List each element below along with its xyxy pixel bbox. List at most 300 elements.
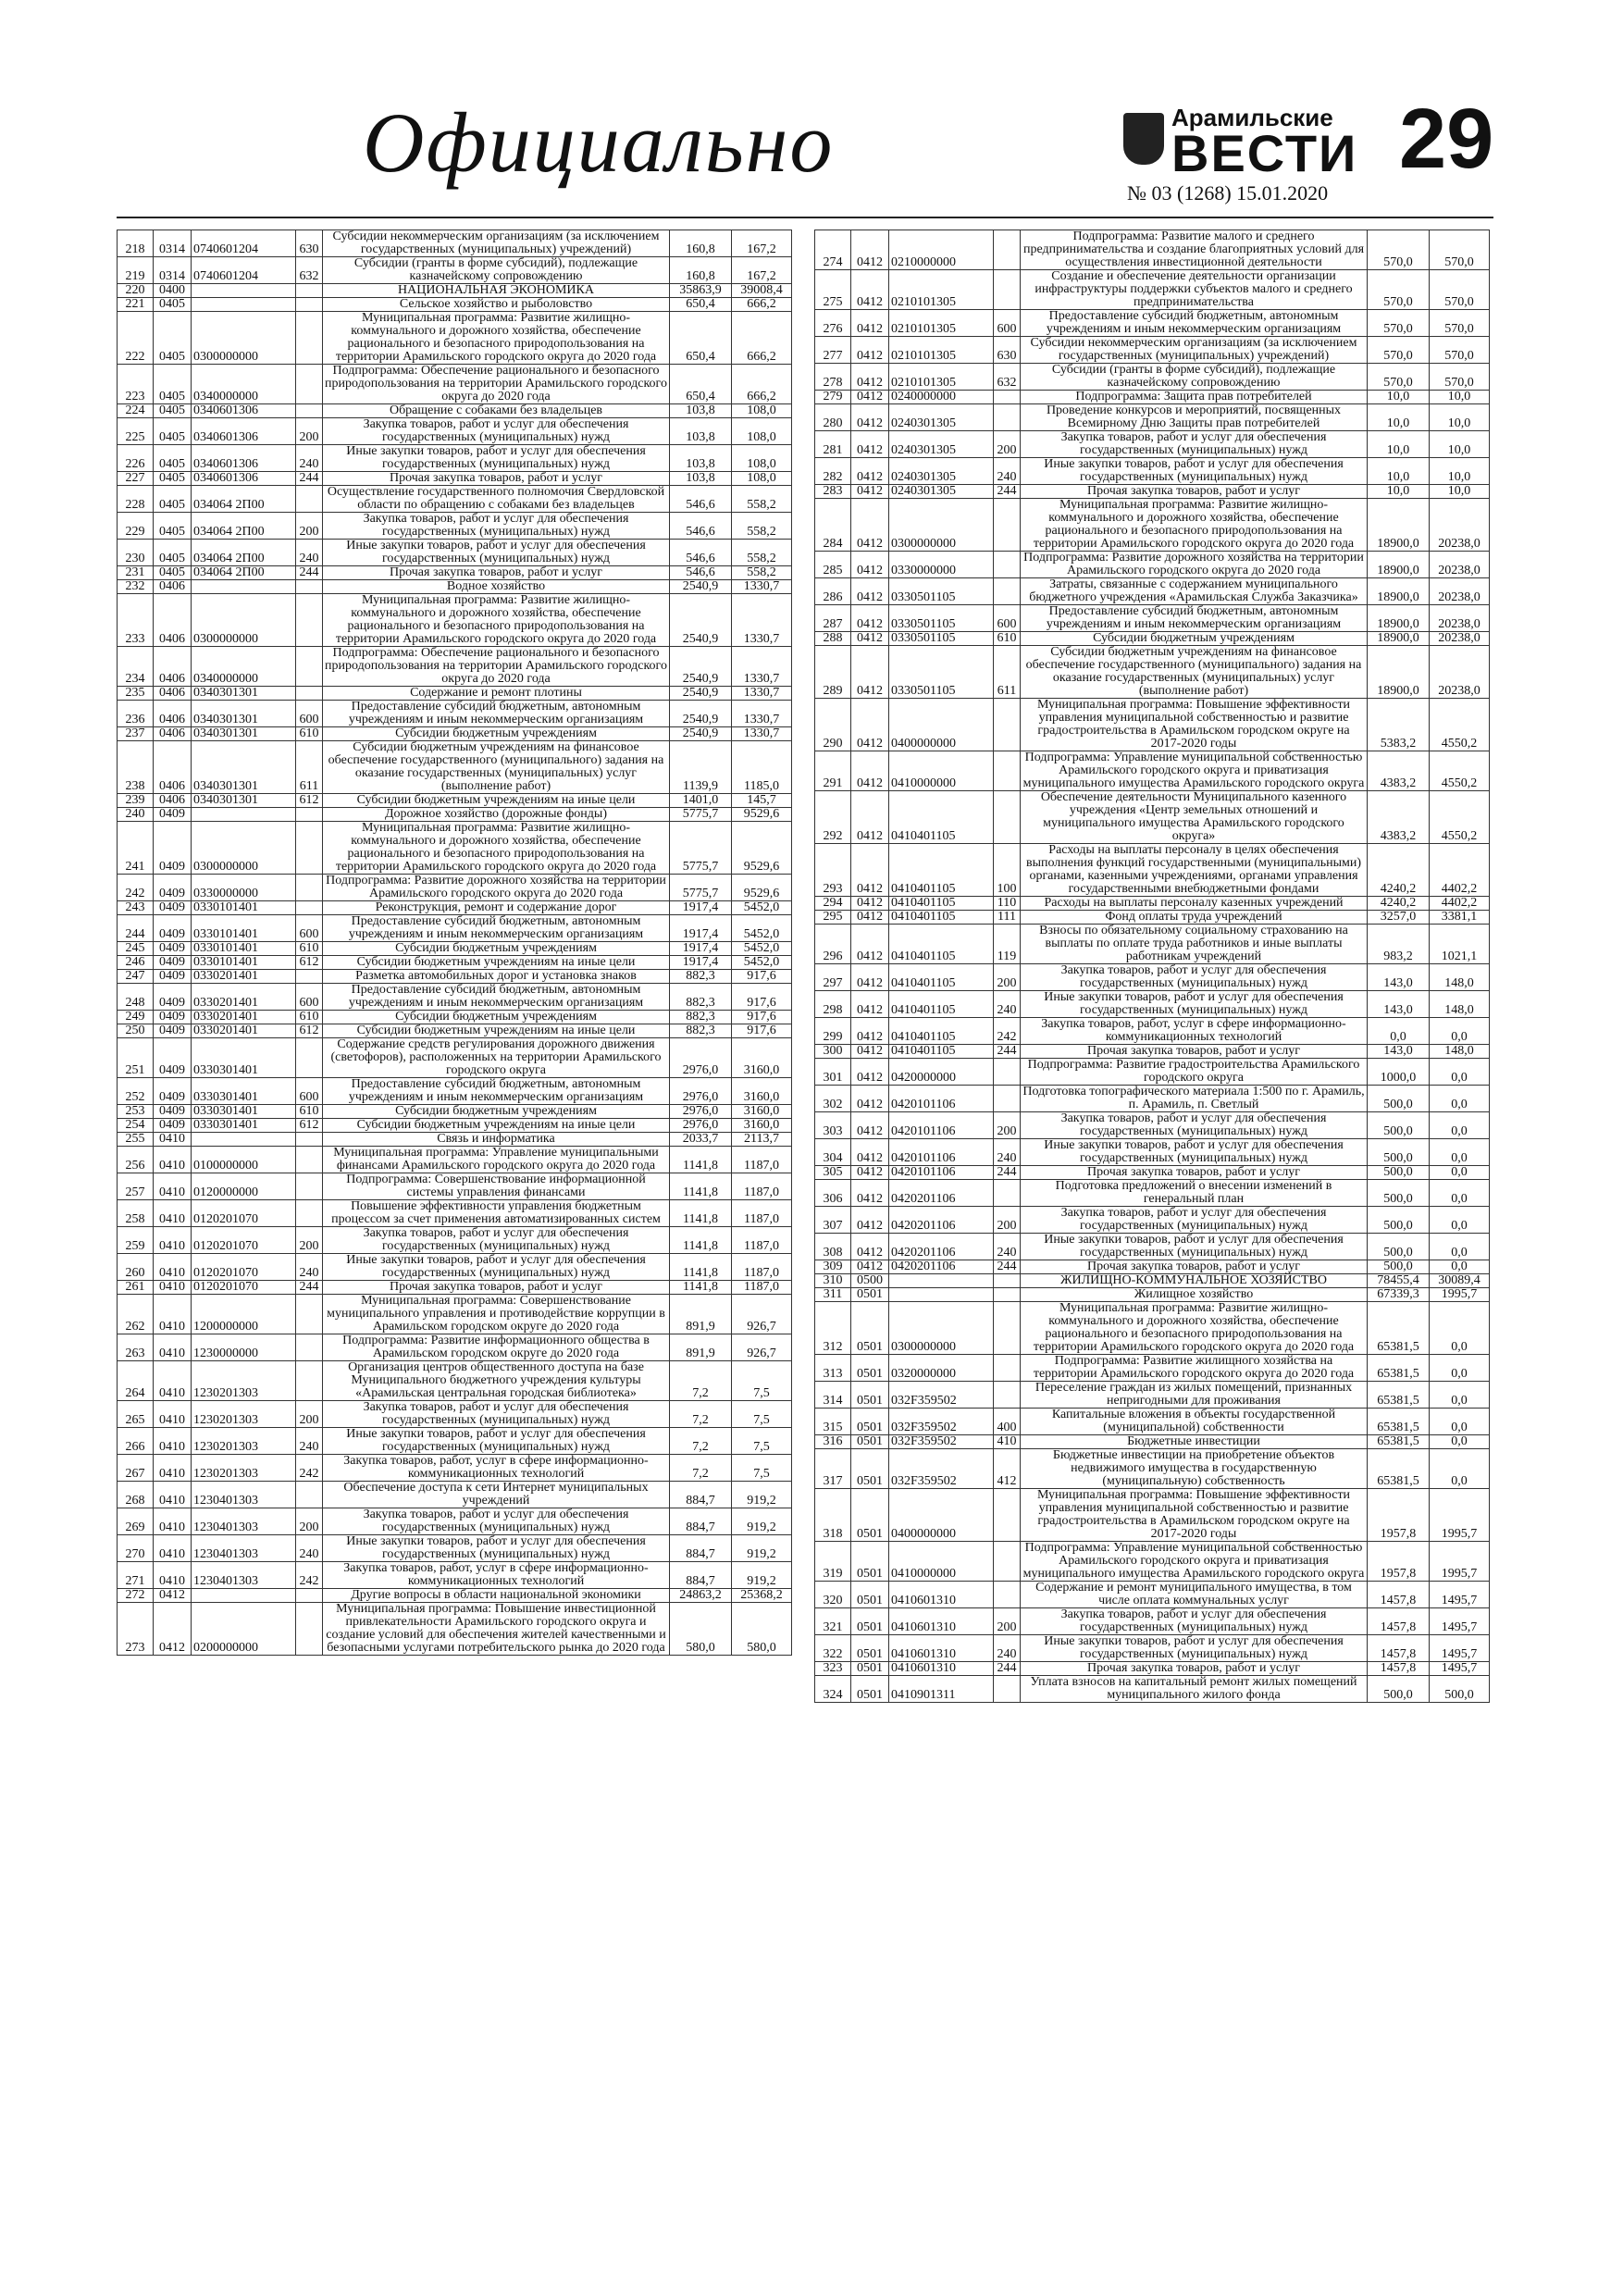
amount-2021: 500,0 bbox=[1368, 1112, 1430, 1139]
expense-type: 111 bbox=[994, 911, 1021, 925]
section-code: 0405 bbox=[154, 312, 192, 365]
row-description: Иные закупки товаров, работ и услуг для обеспечения государственных (муниципальных) нужд bbox=[1021, 458, 1368, 485]
expense-type: 200 bbox=[296, 513, 323, 540]
amount-2022: 0,0 bbox=[1430, 1139, 1490, 1166]
target-code: 1230201303 bbox=[192, 1428, 296, 1455]
row-number: 233 bbox=[118, 594, 154, 647]
row-description: Прочая закупка товаров, работ и услуг bbox=[1021, 1260, 1368, 1274]
table-row bbox=[118, 1295, 792, 1334]
section-code: 0410 bbox=[154, 1482, 192, 1508]
section-code: 0412 bbox=[851, 991, 889, 1018]
row-description: Содержание и ремонт плотины bbox=[323, 687, 670, 701]
target-code: 032F359502 bbox=[889, 1449, 994, 1489]
target-code: 0410601310 bbox=[889, 1662, 994, 1676]
section-code: 0412 bbox=[851, 1018, 889, 1045]
row-description: Другие вопросы в области национальной экономики bbox=[323, 1589, 670, 1603]
target-code: 0210000000 bbox=[889, 230, 994, 270]
amount-2022: 0,0 bbox=[1430, 1449, 1490, 1489]
amount-2022: 7,5 bbox=[732, 1455, 792, 1482]
row-number: 276 bbox=[815, 310, 851, 337]
amount-2022: 1187,0 bbox=[732, 1200, 792, 1227]
target-code: 0330301401 bbox=[192, 1119, 296, 1133]
row-number: 236 bbox=[118, 701, 154, 727]
amount-2021: 1141,8 bbox=[670, 1254, 732, 1281]
table-row bbox=[815, 1045, 1490, 1059]
target-code: 0330000000 bbox=[192, 875, 296, 901]
row-description: Подпрограмма: Обеспечение рационального и безопасного природопользования на территории Арамильского городского округа до 2020 года bbox=[323, 365, 670, 404]
amount-2021: 7,2 bbox=[670, 1455, 732, 1482]
amount-2021: 160,8 bbox=[670, 230, 732, 257]
amount-2022: 108,0 bbox=[732, 445, 792, 472]
row-number: 254 bbox=[118, 1119, 154, 1133]
expense-type: 400 bbox=[994, 1409, 1021, 1435]
amount-2022: 919,2 bbox=[732, 1535, 792, 1562]
row-description: Предоставление субсидий бюджетным, автономным учреждениям и иным некоммерческим организациям bbox=[323, 701, 670, 727]
amount-2022: 39008,4 bbox=[732, 284, 792, 298]
amount-2021: 1917,4 bbox=[670, 915, 732, 942]
amount-2021: 143,0 bbox=[1368, 991, 1430, 1018]
amount-2021: 884,7 bbox=[670, 1562, 732, 1589]
amount-2021: 65381,5 bbox=[1368, 1449, 1430, 1489]
target-code: 0400000000 bbox=[889, 1489, 994, 1542]
row-description: Обращение с собаками без владельцев bbox=[323, 404, 670, 418]
section-code: 0409 bbox=[154, 956, 192, 970]
right-column bbox=[814, 230, 1490, 1703]
amount-2022: 25368,2 bbox=[732, 1589, 792, 1603]
expense-type bbox=[994, 1542, 1021, 1582]
table-row bbox=[815, 1112, 1490, 1139]
table-row bbox=[118, 1011, 792, 1024]
expense-type: 600 bbox=[994, 605, 1021, 632]
amount-2021: 1917,4 bbox=[670, 901, 732, 915]
table-row bbox=[815, 364, 1490, 391]
table-row bbox=[815, 991, 1490, 1018]
target-code: 0410401105 bbox=[889, 925, 994, 964]
row-number: 259 bbox=[118, 1227, 154, 1254]
table-row bbox=[815, 911, 1490, 925]
expense-type: 612 bbox=[296, 794, 323, 808]
amount-2022: 30089,4 bbox=[1430, 1274, 1490, 1288]
row-number: 220 bbox=[118, 284, 154, 298]
expense-type: 242 bbox=[994, 1018, 1021, 1045]
amount-2021: 500,0 bbox=[1368, 1207, 1430, 1234]
section-code: 0406 bbox=[154, 701, 192, 727]
table-row bbox=[118, 1038, 792, 1078]
table-row bbox=[118, 1508, 792, 1535]
section-code: 0412 bbox=[154, 1589, 192, 1603]
expense-type: 240 bbox=[994, 458, 1021, 485]
row-number: 278 bbox=[815, 364, 851, 391]
row-number: 309 bbox=[815, 1260, 851, 1274]
row-number: 240 bbox=[118, 808, 154, 822]
amount-2021: 5775,7 bbox=[670, 875, 732, 901]
amount-2022: 1187,0 bbox=[732, 1254, 792, 1281]
table-row bbox=[118, 418, 792, 445]
amount-2022: 570,0 bbox=[1430, 270, 1490, 310]
expense-type: 610 bbox=[296, 727, 323, 741]
target-code: 0330501105 bbox=[889, 605, 994, 632]
row-description: Предоставление субсидий бюджетным, автономным учреждениям и иным некоммерческим организациям bbox=[323, 1078, 670, 1105]
section-code: 0410 bbox=[154, 1173, 192, 1200]
amount-2021: 103,8 bbox=[670, 404, 732, 418]
expense-type bbox=[296, 1482, 323, 1508]
expense-type: 611 bbox=[994, 646, 1021, 699]
amount-2022: 10,0 bbox=[1430, 404, 1490, 431]
amount-2021: 160,8 bbox=[670, 257, 732, 284]
amount-2022: 917,6 bbox=[732, 970, 792, 984]
amount-2022: 3160,0 bbox=[732, 1119, 792, 1133]
amount-2021: 1457,8 bbox=[1368, 1608, 1430, 1635]
amount-2021: 1457,8 bbox=[1368, 1635, 1430, 1662]
target-code: 0740601204 bbox=[192, 230, 296, 257]
section-code: 0412 bbox=[851, 404, 889, 431]
row-number: 282 bbox=[815, 458, 851, 485]
amount-2021: 67339,3 bbox=[1368, 1288, 1430, 1302]
section-code: 0409 bbox=[154, 970, 192, 984]
section-code: 0501 bbox=[851, 1676, 889, 1703]
table-row bbox=[118, 875, 792, 901]
row-description: Прочая закупка товаров, работ и услуг bbox=[1021, 485, 1368, 499]
expense-type bbox=[994, 270, 1021, 310]
amount-2022: 5452,0 bbox=[732, 915, 792, 942]
amount-2021: 103,8 bbox=[670, 445, 732, 472]
amount-2021: 78455,4 bbox=[1368, 1274, 1430, 1288]
row-number: 280 bbox=[815, 404, 851, 431]
row-number: 221 bbox=[118, 298, 154, 312]
row-description: Субсидии некоммерческим организациям (за исключением государственных (муниципальных) учреждений) bbox=[1021, 337, 1368, 364]
expense-type bbox=[994, 1059, 1021, 1086]
table-row bbox=[118, 1200, 792, 1227]
amount-2021: 7,2 bbox=[670, 1428, 732, 1455]
row-description: Иные закупки товаров, работ и услуг для обеспечения государственных (муниципальных) нужд bbox=[323, 540, 670, 566]
target-code: 0340000000 bbox=[192, 365, 296, 404]
row-number: 289 bbox=[815, 646, 851, 699]
amount-2021: 1000,0 bbox=[1368, 1059, 1430, 1086]
amount-2022: 500,0 bbox=[1430, 1676, 1490, 1703]
amount-2022: 1495,7 bbox=[1430, 1635, 1490, 1662]
row-description: Подпрограмма: Развитие дорожного хозяйства на территории Арамильского городского округа до 2020 года bbox=[323, 875, 670, 901]
row-description: Субсидии бюджетным учреждениям на иные цели bbox=[323, 1024, 670, 1038]
table-row bbox=[118, 1254, 792, 1281]
section-code: 0412 bbox=[851, 552, 889, 578]
amount-2021: 4383,2 bbox=[1368, 791, 1430, 844]
section-code: 0405 bbox=[154, 472, 192, 486]
row-number: 245 bbox=[118, 942, 154, 956]
row-number: 252 bbox=[118, 1078, 154, 1105]
row-number: 235 bbox=[118, 687, 154, 701]
row-description: Фонд оплаты труда учреждений bbox=[1021, 911, 1368, 925]
section-code: 0412 bbox=[851, 1207, 889, 1234]
section-code: 0405 bbox=[154, 445, 192, 472]
amount-2022: 5452,0 bbox=[732, 956, 792, 970]
target-code: 0410401105 bbox=[889, 844, 994, 897]
row-number: 318 bbox=[815, 1489, 851, 1542]
amount-2021: 103,8 bbox=[670, 472, 732, 486]
section-code: 0405 bbox=[154, 540, 192, 566]
amount-2022: 570,0 bbox=[1430, 337, 1490, 364]
row-number: 283 bbox=[815, 485, 851, 499]
amount-2022: 3160,0 bbox=[732, 1078, 792, 1105]
section-code: 0501 bbox=[851, 1435, 889, 1449]
section-code: 0405 bbox=[154, 404, 192, 418]
target-code: 0330501105 bbox=[889, 632, 994, 646]
table-row bbox=[815, 751, 1490, 791]
target-code: 0100000000 bbox=[192, 1147, 296, 1173]
expense-type: 242 bbox=[296, 1562, 323, 1589]
target-code: 0240000000 bbox=[889, 391, 994, 404]
section-code: 0412 bbox=[851, 578, 889, 605]
section-code: 0412 bbox=[851, 364, 889, 391]
expense-type bbox=[994, 1489, 1021, 1542]
amount-2022: 7,5 bbox=[732, 1428, 792, 1455]
target-code: 0330201401 bbox=[192, 970, 296, 984]
table-row bbox=[118, 1334, 792, 1361]
expense-type: 200 bbox=[994, 1608, 1021, 1635]
amount-2022: 0,0 bbox=[1430, 1018, 1490, 1045]
expense-type bbox=[994, 552, 1021, 578]
expense-type: 610 bbox=[994, 632, 1021, 646]
amount-2022: 666,2 bbox=[732, 365, 792, 404]
section-code: 0412 bbox=[851, 337, 889, 364]
amount-2022: 5452,0 bbox=[732, 901, 792, 915]
expense-type bbox=[994, 499, 1021, 552]
amount-2021: 500,0 bbox=[1368, 1086, 1430, 1112]
table-row bbox=[118, 472, 792, 486]
row-description: Прочая закупка товаров, работ и услуг bbox=[1021, 1166, 1368, 1180]
expense-type: 240 bbox=[296, 1535, 323, 1562]
expense-type bbox=[296, 1173, 323, 1200]
row-number: 246 bbox=[118, 956, 154, 970]
amount-2021: 2540,9 bbox=[670, 687, 732, 701]
amount-2021: 2540,9 bbox=[670, 580, 732, 594]
section-code: 0410 bbox=[154, 1133, 192, 1147]
expense-type: 600 bbox=[296, 915, 323, 942]
amount-2021: 570,0 bbox=[1368, 270, 1430, 310]
left-column bbox=[117, 230, 792, 1656]
amount-2022: 926,7 bbox=[732, 1295, 792, 1334]
row-description: Субсидии бюджетным учреждениям на финансовое обеспечение государственного (муниципального) задания на оказание государственных (муниципальных) услуг (выполнение работ) bbox=[323, 741, 670, 794]
row-description: Субсидии бюджетным учреждениям bbox=[323, 1105, 670, 1119]
expense-type: 610 bbox=[296, 942, 323, 956]
amount-2021: 891,9 bbox=[670, 1295, 732, 1334]
section-code: 0412 bbox=[851, 791, 889, 844]
target-code: 0420101106 bbox=[889, 1086, 994, 1112]
amount-2021: 2976,0 bbox=[670, 1078, 732, 1105]
table-row bbox=[815, 1676, 1490, 1703]
amount-2021: 570,0 bbox=[1368, 364, 1430, 391]
section-code: 0410 bbox=[154, 1200, 192, 1227]
row-description: Обеспечение деятельности Муниципального казенного учреждения «Центр земельных отношений и муниципального имущества Арамильского городского округа» bbox=[1021, 791, 1368, 844]
row-number: 324 bbox=[815, 1676, 851, 1703]
row-description: Подпрограмма: Развитие градостроительства Арамильского городского округа bbox=[1021, 1059, 1368, 1086]
table-row bbox=[118, 1401, 792, 1428]
expense-type bbox=[296, 1133, 323, 1147]
row-description: Иные закупки товаров, работ и услуг для обеспечения государственных (муниципальных) нужд bbox=[1021, 991, 1368, 1018]
table-row bbox=[815, 1302, 1490, 1355]
amount-2021: 1141,8 bbox=[670, 1200, 732, 1227]
expense-type: 244 bbox=[994, 1045, 1021, 1059]
row-description: Муниципальная программа: Развитие жилищно-коммунального и дорожного хозяйства, обеспечение рационального и безопасного природопользования на территории Арамильского городского округа до 2020 года bbox=[1021, 499, 1368, 552]
row-number: 295 bbox=[815, 911, 851, 925]
target-code: 0330201401 bbox=[192, 984, 296, 1011]
row-number: 297 bbox=[815, 964, 851, 991]
row-number: 285 bbox=[815, 552, 851, 578]
amount-2022: 917,6 bbox=[732, 1024, 792, 1038]
table-row bbox=[815, 646, 1490, 699]
section-code: 0412 bbox=[851, 1112, 889, 1139]
row-description: Бюджетные инвестиции bbox=[1021, 1435, 1368, 1449]
target-code: 0410401105 bbox=[889, 791, 994, 844]
row-number: 308 bbox=[815, 1234, 851, 1260]
row-description: Субсидии бюджетным учреждениям на иные цели bbox=[323, 956, 670, 970]
amount-2021: 5383,2 bbox=[1368, 699, 1430, 751]
target-code: 032F359502 bbox=[889, 1382, 994, 1409]
section-code: 0406 bbox=[154, 794, 192, 808]
section-code: 0314 bbox=[154, 257, 192, 284]
target-code: 1200000000 bbox=[192, 1295, 296, 1334]
section-code: 0412 bbox=[851, 1166, 889, 1180]
amount-2021: 882,3 bbox=[670, 1024, 732, 1038]
amount-2022: 1021,1 bbox=[1430, 925, 1490, 964]
row-description: Подпрограмма: Обеспечение рационального и безопасного природопользования на территории Арамильского городского округа до 2020 года bbox=[323, 647, 670, 687]
row-description: Водное хозяйство bbox=[323, 580, 670, 594]
amount-2022: 10,0 bbox=[1430, 485, 1490, 499]
row-number: 288 bbox=[815, 632, 851, 646]
table-row bbox=[118, 365, 792, 404]
amount-2022: 20238,0 bbox=[1430, 632, 1490, 646]
table-row bbox=[815, 1382, 1490, 1409]
row-number: 287 bbox=[815, 605, 851, 632]
row-number: 267 bbox=[118, 1455, 154, 1482]
section-code: 0412 bbox=[851, 270, 889, 310]
expense-type bbox=[994, 1288, 1021, 1302]
target-code: 0410601310 bbox=[889, 1608, 994, 1635]
amount-2022: 9529,6 bbox=[732, 808, 792, 822]
section-code: 0406 bbox=[154, 741, 192, 794]
row-number: 317 bbox=[815, 1449, 851, 1489]
amount-2021: 3257,0 bbox=[1368, 911, 1430, 925]
row-description: Муниципальная программа: Повышение эффективности управления муниципальной собственностью и развитие градостроительства в Арамильском городском округе на 2017-2020 годы bbox=[1021, 1489, 1368, 1542]
row-description: Создание и обеспечение деятельности организации инфраструктуры поддержки субъектов малого и среднего предпринимательства bbox=[1021, 270, 1368, 310]
amount-2022: 917,6 bbox=[732, 984, 792, 1011]
section-code: 0501 bbox=[851, 1608, 889, 1635]
row-description: Субсидии некоммерческим организациям (за исключением государственных (муниципальных) учреждений) bbox=[323, 230, 670, 257]
row-description: Подпрограмма: Управление муниципальной собственностью Арамильского городского округа и приватизация муниципального имущества Арамильского городского округа bbox=[1021, 751, 1368, 791]
row-description: Расходы на выплаты персоналу в целях обеспечения выполнения функций государственными (муниципальными) органами, казенными учреждениями, органами управления государственными внебюджетными фондами bbox=[1021, 844, 1368, 897]
row-number: 298 bbox=[815, 991, 851, 1018]
target-code: 0420101106 bbox=[889, 1112, 994, 1139]
row-description: Содержание и ремонт муниципального имущества, в том числе оплата коммунальных услуг bbox=[1021, 1582, 1368, 1608]
section-code: 0412 bbox=[851, 1086, 889, 1112]
amount-2021: 580,0 bbox=[670, 1603, 732, 1656]
table-row bbox=[118, 580, 792, 594]
table-row bbox=[815, 1260, 1490, 1274]
amount-2022: 666,2 bbox=[732, 298, 792, 312]
amount-2021: 10,0 bbox=[1368, 458, 1430, 485]
table-row bbox=[118, 915, 792, 942]
table-row bbox=[118, 1281, 792, 1295]
row-description: Закупка товаров, работ и услуг для обеспечения государственных (муниципальных) нужд bbox=[323, 1227, 670, 1254]
target-code: 0410401105 bbox=[889, 991, 994, 1018]
table-row bbox=[118, 956, 792, 970]
row-description: Закупка товаров, работ и услуг для обеспечения государственных (муниципальных) нужд bbox=[1021, 1112, 1368, 1139]
amount-2021: 4240,2 bbox=[1368, 844, 1430, 897]
table-row bbox=[118, 808, 792, 822]
amount-2022: 148,0 bbox=[1430, 991, 1490, 1018]
target-code: 0330101401 bbox=[192, 915, 296, 942]
amount-2021: 882,3 bbox=[670, 1011, 732, 1024]
table-row bbox=[815, 1449, 1490, 1489]
row-description: Муниципальная программа: Повышение эффективности управления муниципальной собственностью и развитие градостроительства в Арамильском городском округе на 2017-2020 годы bbox=[1021, 699, 1368, 751]
table-row bbox=[815, 1662, 1490, 1676]
target-code bbox=[192, 298, 296, 312]
section-code: 0405 bbox=[154, 418, 192, 445]
expense-type bbox=[994, 391, 1021, 404]
amount-2021: 500,0 bbox=[1368, 1139, 1430, 1166]
amount-2021: 1141,8 bbox=[670, 1227, 732, 1254]
section-code: 0412 bbox=[851, 605, 889, 632]
table-row bbox=[815, 897, 1490, 911]
amount-2022: 20238,0 bbox=[1430, 578, 1490, 605]
section-code: 0412 bbox=[851, 1059, 889, 1086]
row-description: Муниципальная программа: Развитие жилищно-коммунального и дорожного хозяйства, обеспечение рационального и безопасного природопользования на территории Арамильского городского округа до 2020 года bbox=[1021, 1302, 1368, 1355]
amount-2021: 2976,0 bbox=[670, 1119, 732, 1133]
amount-2021: 65381,5 bbox=[1368, 1382, 1430, 1409]
amount-2021: 143,0 bbox=[1368, 964, 1430, 991]
row-description: Муниципальная программа: Развитие жилищно-коммунального и дорожного хозяйства, обеспечение рационального и безопасного природопользования на территории Арамильского городского округа до 2020 года bbox=[323, 594, 670, 647]
row-description: Реконструкция, ремонт и содержание дорог bbox=[323, 901, 670, 915]
table-row bbox=[815, 632, 1490, 646]
target-code: 032F359502 bbox=[889, 1409, 994, 1435]
row-number: 315 bbox=[815, 1409, 851, 1435]
section-code: 0412 bbox=[851, 897, 889, 911]
section-code: 0412 bbox=[851, 751, 889, 791]
amount-2021: 546,6 bbox=[670, 513, 732, 540]
row-description: Прочая закупка товаров, работ и услуг bbox=[323, 1281, 670, 1295]
amount-2022: 919,2 bbox=[732, 1508, 792, 1535]
expense-type bbox=[994, 1302, 1021, 1355]
amount-2021: 2540,9 bbox=[670, 727, 732, 741]
table-row bbox=[815, 1086, 1490, 1112]
amount-2021: 1917,4 bbox=[670, 942, 732, 956]
amount-2021: 65381,5 bbox=[1368, 1435, 1430, 1449]
row-number: 247 bbox=[118, 970, 154, 984]
table-row bbox=[118, 1119, 792, 1133]
row-number: 311 bbox=[815, 1288, 851, 1302]
target-code: 0340601306 bbox=[192, 472, 296, 486]
row-description: Связь и информатика bbox=[323, 1133, 670, 1147]
section-code: 0501 bbox=[851, 1302, 889, 1355]
row-description: Муниципальная программа: Развитие жилищно-коммунального и дорожного хозяйства, обеспечение рационального и безопасного природопользования на территории Арамильского городского округа до 2020 года bbox=[323, 822, 670, 875]
table-row bbox=[815, 337, 1490, 364]
amount-2021: 18900,0 bbox=[1368, 499, 1430, 552]
row-description: Предоставление субсидий бюджетным, автономным учреждениям и иным некоммерческим организациям bbox=[323, 984, 670, 1011]
amount-2022: 0,0 bbox=[1430, 1355, 1490, 1382]
row-description: Иные закупки товаров, работ и услуг для обеспечения государственных (муниципальных) нужд bbox=[323, 1428, 670, 1455]
page-number: 29 bbox=[1399, 92, 1494, 186]
amount-2022: 0,0 bbox=[1430, 1260, 1490, 1274]
table-row bbox=[815, 1489, 1490, 1542]
target-code: 0410601310 bbox=[889, 1582, 994, 1608]
expense-type: 240 bbox=[994, 1234, 1021, 1260]
target-code: 0330101401 bbox=[192, 956, 296, 970]
table-row bbox=[815, 699, 1490, 751]
amount-2022: 666,2 bbox=[732, 312, 792, 365]
row-number: 275 bbox=[815, 270, 851, 310]
row-number: 277 bbox=[815, 337, 851, 364]
section-code: 0501 bbox=[851, 1635, 889, 1662]
table-row bbox=[118, 257, 792, 284]
